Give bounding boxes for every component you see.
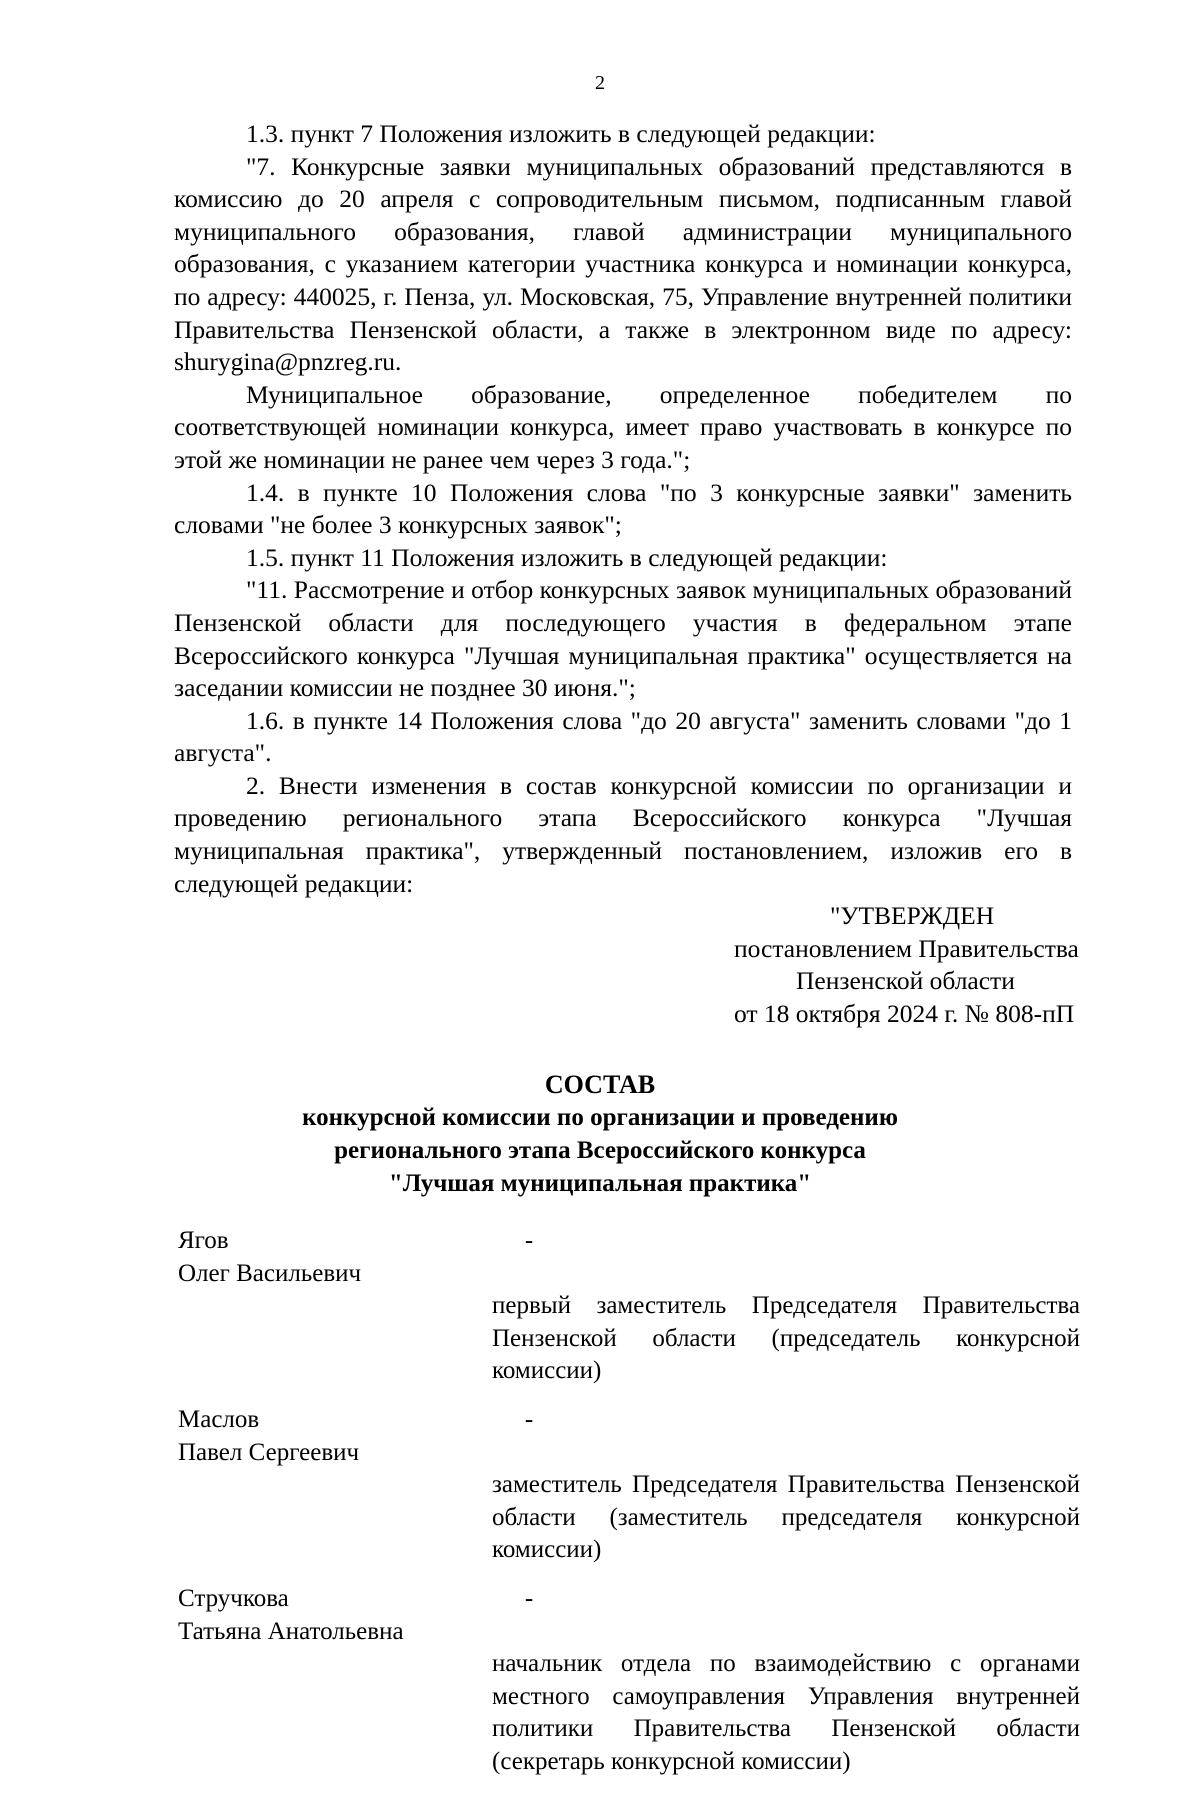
member-row [178, 1583, 1080, 1779]
title-line-3: "Лучшая муниципальная практика" [388, 1170, 812, 1197]
member-given-name: Павел Сергеевич [178, 1438, 360, 1466]
paragraph-2: 2. Внести изменения в состав конкурсной комиссии по организации и проведению регионального этапа Всероссийского конкурса "Лучшая муниципальная практика", утвержденный постановлением, изложив его в следующей редакции: [174, 770, 1072, 898]
member-name [178, 1225, 498, 1290]
approval-line-2: постановлением Правительства [734, 933, 1079, 963]
member-dash: - [524, 1405, 534, 1433]
member-surname: Маслов [178, 1405, 260, 1433]
paragraph-item-7: "7. Конкурсные заявки муниципальных образований представляются в комиссию до 20 апреля с сопроводительным письмом, подписанным главой муниципального образования, главой администрации муниципального образования, с указанием категории участника конкурса и номинации конкурса, по адресу: 440025, г. Пенза, ул. Московская, 75, Управление внутренней политики Правительства Пензенской области, а также в электронном виде по адресу: shurygina@pnzreg.ru. [174, 151, 1072, 377]
member-surname: Стручкова [178, 1584, 289, 1612]
member-surname: Ягов [178, 1227, 229, 1254]
composition-title [0, 1068, 1200, 1200]
paragraph-item-11: "11. Рассмотрение и отбор конкурсных заявок муниципальных образований Пензенской области для последующего участия в федеральном этапе Всероссийского конкурса "Лучшая муниципальная практика" осуществляется на заседании комиссии не позднее 30 июня."; [174, 575, 1072, 703]
approval-block [700, 900, 1120, 1030]
approval-line-4: от 18 октября 2024 г. № 808-пП [734, 998, 1075, 1028]
document-body [174, 118, 1072, 900]
member-list [178, 1225, 1080, 1795]
member-dash: - [524, 1227, 534, 1254]
member-dash: - [524, 1584, 534, 1612]
title-line-1: конкурсной комиссии по организации и проведению [302, 1104, 898, 1131]
member-row [178, 1225, 1080, 1388]
approval-line-3: Пензенской области [796, 966, 1015, 996]
page-number: 2 [595, 72, 605, 94]
paragraph-1-4: 1.4. в пункте 10 Положения слова "по 3 конкурсные заявки" заменить словами "не более 3 конкурсных заявок"; [174, 477, 1072, 540]
paragraph-municipality: Муниципальное образование, определенное победителем по соответствующей номинации конкурса, имеет право участвовать в конкурсе по этой же номинации не ранее чем через 3 года."; [174, 379, 1072, 474]
member-row [178, 1404, 1080, 1567]
member-name [178, 1404, 498, 1469]
paragraph-1-6: 1.6. в пункте 14 Положения слова "до 20 августа" заменить словами "до 1 августа". [174, 705, 1072, 768]
title-line-2: регионального этапа Всероссийского конкурса [334, 1137, 866, 1164]
member-role: заместитель Председателя Правительства Пензенской области (заместитель председателя конкурсной комиссии) [492, 1471, 1080, 1564]
member-role: первый заместитель Председателя Правительства Пензенской области (председатель конкурсной комиссии) [492, 1292, 1080, 1385]
member-role: начальник отдела по взаимодействию с органами местного самоуправления Управления внутренней политики Правительства Пензенской области (секретарь конкурсной комиссии) [492, 1650, 1080, 1775]
approval-line-1: "УТВЕРЖДЕН [830, 901, 995, 930]
member-given-name: Татьяна Анатольевна [178, 1617, 404, 1645]
paragraph-1-3: 1.3. пункт 7 Положения изложить в следующей редакции: [246, 119, 876, 148]
title-main: СОСТАВ [544, 1070, 656, 1099]
paragraph-1-5: 1.5. пункт 11 Положения изложить в следующей редакции: [246, 542, 888, 572]
member-name [178, 1583, 498, 1648]
member-given-name: Олег Васильевич [178, 1259, 362, 1287]
